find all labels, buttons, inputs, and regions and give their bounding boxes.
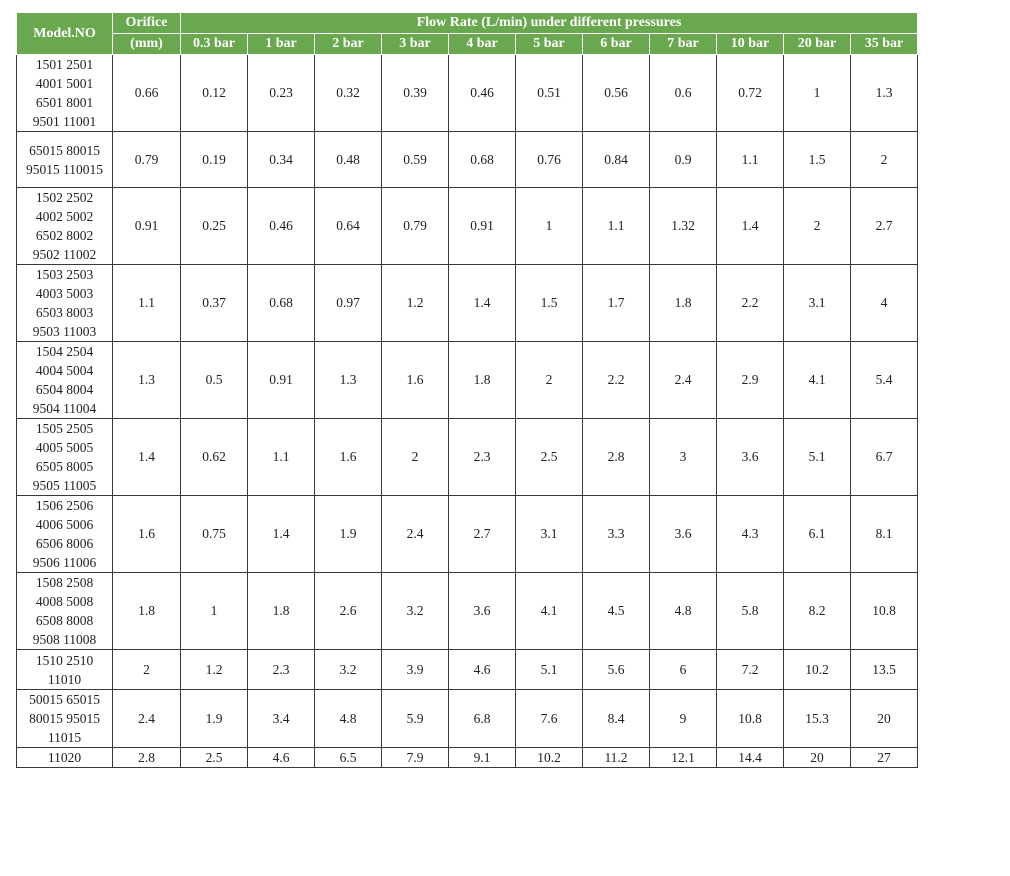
flow-value-cell: 1 — [784, 55, 851, 132]
flow-value-cell: 9.1 — [449, 748, 516, 768]
flow-value-cell: 14.4 — [717, 748, 784, 768]
model-number: 6505 8005 — [35, 459, 94, 474]
orifice-cell: 1.1 — [113, 265, 181, 342]
model-cell — [17, 748, 113, 768]
orifice-cell: 2.8 — [113, 748, 181, 768]
pressure-header: 0.3 bar — [181, 34, 248, 55]
flow-value-cell: 10.8 — [851, 573, 918, 650]
pressure-header: 6 bar — [583, 34, 650, 55]
model-number: 1502 2502 — [35, 190, 94, 205]
flow-value-cell: 2.7 — [449, 496, 516, 573]
model-cell — [17, 265, 113, 342]
flow-value-cell: 10.8 — [717, 690, 784, 748]
flow-value-cell: 1.1 — [248, 419, 315, 496]
flow-value-cell: 0.46 — [449, 55, 516, 132]
model-number: 9503 11003 — [32, 324, 97, 339]
flow-value-cell: 0.62 — [181, 419, 248, 496]
model-header: Model.NO — [17, 13, 113, 55]
flow-value-cell: 3.4 — [248, 690, 315, 748]
flow-value-cell: 3.1 — [784, 265, 851, 342]
orifice-cell: 1.6 — [113, 496, 181, 573]
flow-value-cell: 0.59 — [382, 132, 449, 188]
model-number: 11020 — [47, 750, 82, 765]
orifice-cell: 1.4 — [113, 419, 181, 496]
pressure-header: 20 bar — [784, 34, 851, 55]
table-row — [17, 496, 918, 573]
flow-value-cell: 3.2 — [315, 650, 382, 690]
flow-value-cell: 2 — [851, 132, 918, 188]
flow-value-cell: 1.3 — [851, 55, 918, 132]
flow-value-cell: 1.8 — [248, 573, 315, 650]
pressure-header: 4 bar — [449, 34, 516, 55]
flow-value-cell: 4.8 — [315, 690, 382, 748]
flow-value-cell: 4.8 — [650, 573, 717, 650]
flow-value-cell: 1.32 — [650, 188, 717, 265]
table-row — [17, 690, 918, 748]
flow-value-cell: 2.3 — [248, 650, 315, 690]
model-number: 9506 11006 — [32, 555, 97, 570]
flow-rate-table — [16, 12, 918, 768]
orifice-cell: 0.91 — [113, 188, 181, 265]
flow-value-cell: 2 — [784, 188, 851, 265]
flow-value-cell: 2.4 — [650, 342, 717, 419]
table-row — [17, 188, 918, 265]
flow-value-cell: 20 — [851, 690, 918, 748]
flow-value-cell: 11.2 — [583, 748, 650, 768]
model-cell — [17, 690, 113, 748]
model-cell — [17, 188, 113, 265]
flow-value-cell: 1.8 — [449, 342, 516, 419]
pressure-header: 5 bar — [516, 34, 583, 55]
flow-value-cell: 6.1 — [784, 496, 851, 573]
flow-value-cell: 1.9 — [315, 496, 382, 573]
model-number: 1506 2506 — [35, 498, 94, 513]
orifice-cell: 0.79 — [113, 132, 181, 188]
flow-value-cell: 0.32 — [315, 55, 382, 132]
flow-value-cell: 1.4 — [449, 265, 516, 342]
orifice-cell: 2 — [113, 650, 181, 690]
flow-value-cell: 0.19 — [181, 132, 248, 188]
orifice-cell: 2.4 — [113, 690, 181, 748]
model-cell — [17, 496, 113, 573]
flow-value-cell: 10.2 — [516, 748, 583, 768]
flow-value-cell: 1.3 — [315, 342, 382, 419]
flow-value-cell: 5.8 — [717, 573, 784, 650]
flow-value-cell: 5.9 — [382, 690, 449, 748]
flow-value-cell: 3.3 — [583, 496, 650, 573]
flow-value-cell: 3.6 — [717, 419, 784, 496]
flow-value-cell: 0.39 — [382, 55, 449, 132]
flow-rate-title: Flow Rate (L/min) under different pressures — [181, 13, 918, 34]
flow-value-cell: 0.72 — [717, 55, 784, 132]
model-number: 6504 8004 — [35, 382, 94, 397]
orifice-header-line1: Orifice — [113, 13, 181, 34]
flow-value-cell: 2.2 — [717, 265, 784, 342]
flow-value-cell: 1 — [516, 188, 583, 265]
flow-value-cell: 7.6 — [516, 690, 583, 748]
model-cell — [17, 573, 113, 650]
model-number: 6501 8001 — [35, 95, 94, 110]
model-number: 4001 5001 — [35, 76, 94, 91]
orifice-cell: 1.3 — [113, 342, 181, 419]
model-number: 9502 11002 — [32, 247, 97, 262]
flow-value-cell: 2 — [516, 342, 583, 419]
flow-value-cell: 0.76 — [516, 132, 583, 188]
flow-value-cell: 15.3 — [784, 690, 851, 748]
flow-value-cell: 2 — [382, 419, 449, 496]
flow-value-cell: 2.8 — [583, 419, 650, 496]
flow-value-cell: 1.1 — [583, 188, 650, 265]
model-number: 11010 — [47, 671, 82, 687]
model-number: 9505 11005 — [32, 478, 97, 493]
flow-value-cell: 1.4 — [248, 496, 315, 573]
flow-value-cell: 2.9 — [717, 342, 784, 419]
flow-value-cell: 2.5 — [181, 748, 248, 768]
flow-value-cell: 2.6 — [315, 573, 382, 650]
flow-value-cell: 1.6 — [315, 419, 382, 496]
flow-value-cell: 4.5 — [583, 573, 650, 650]
model-number: 6506 8006 — [35, 536, 94, 551]
flow-value-cell: 5.1 — [784, 419, 851, 496]
model-number: 9501 11001 — [32, 114, 97, 129]
flow-value-cell: 4.6 — [449, 650, 516, 690]
orifice-cell: 0.66 — [113, 55, 181, 132]
flow-value-cell: 1.7 — [583, 265, 650, 342]
flow-value-cell: 0.91 — [449, 188, 516, 265]
flow-value-cell: 0.84 — [583, 132, 650, 188]
model-number: 6503 8003 — [35, 305, 94, 320]
flow-value-cell: 1.2 — [181, 650, 248, 690]
flow-value-cell: 2.4 — [382, 496, 449, 573]
pressure-header: 35 bar — [851, 34, 918, 55]
flow-value-cell: 2.7 — [851, 188, 918, 265]
flow-value-cell: 27 — [851, 748, 918, 768]
flow-value-cell: 1.9 — [181, 690, 248, 748]
flow-value-cell: 8.4 — [583, 690, 650, 748]
flow-value-cell: 0.75 — [181, 496, 248, 573]
flow-value-cell: 2.2 — [583, 342, 650, 419]
flow-value-cell: 12.1 — [650, 748, 717, 768]
flow-value-cell: 6.8 — [449, 690, 516, 748]
flow-value-cell: 3.6 — [449, 573, 516, 650]
flow-value-cell: 4.1 — [516, 573, 583, 650]
model-number: 9504 11004 — [32, 401, 97, 416]
model-number: 9508 11008 — [32, 632, 97, 647]
flow-value-cell: 0.23 — [248, 55, 315, 132]
model-number: 1505 2505 — [35, 421, 94, 436]
model-number: 11015 — [47, 730, 82, 745]
flow-value-cell: 4.6 — [248, 748, 315, 768]
flow-value-cell: 0.56 — [583, 55, 650, 132]
model-number: 1504 2504 — [35, 344, 94, 359]
flow-value-cell: 4.3 — [717, 496, 784, 573]
table-row — [17, 55, 918, 132]
flow-value-cell: 1.6 — [382, 342, 449, 419]
model-number: 6502 8002 — [35, 228, 94, 243]
model-number: 1503 2503 — [35, 267, 94, 282]
flow-value-cell: 0.9 — [650, 132, 717, 188]
flow-value-cell: 0.5 — [181, 342, 248, 419]
model-number: 1501 2501 — [35, 57, 94, 72]
flow-value-cell: 7.9 — [382, 748, 449, 768]
flow-value-cell: 0.6 — [650, 55, 717, 132]
pressure-header: 3 bar — [382, 34, 449, 55]
model-number: 4008 5008 — [35, 594, 94, 609]
flow-value-cell: 1.5 — [784, 132, 851, 188]
flow-value-cell: 1.5 — [516, 265, 583, 342]
orifice-header-line2: (mm) — [113, 34, 181, 55]
flow-value-cell: 0.12 — [181, 55, 248, 132]
flow-value-cell: 0.48 — [315, 132, 382, 188]
table-row — [17, 650, 918, 690]
model-number: 95015 110015 — [25, 161, 104, 177]
flow-value-cell: 5.6 — [583, 650, 650, 690]
flow-value-cell: 0.46 — [248, 188, 315, 265]
model-number: 4002 5002 — [35, 209, 94, 224]
flow-value-cell: 8.2 — [784, 573, 851, 650]
flow-value-cell: 13.5 — [851, 650, 918, 690]
flow-value-cell: 8.1 — [851, 496, 918, 573]
table-row — [17, 132, 918, 188]
flow-value-cell: 2.3 — [449, 419, 516, 496]
pressure-header: 1 bar — [248, 34, 315, 55]
flow-value-cell: 6.5 — [315, 748, 382, 768]
flow-value-cell: 1 — [181, 573, 248, 650]
flow-value-cell: 1.1 — [717, 132, 784, 188]
flow-value-cell: 7.2 — [717, 650, 784, 690]
flow-value-cell: 0.79 — [382, 188, 449, 265]
flow-value-cell: 1.8 — [650, 265, 717, 342]
flow-value-cell: 1.2 — [382, 265, 449, 342]
flow-value-cell: 0.51 — [516, 55, 583, 132]
table-row — [17, 265, 918, 342]
model-number: 4004 5004 — [35, 363, 94, 378]
model-number: 4003 5003 — [35, 286, 94, 301]
flow-value-cell: 1.4 — [717, 188, 784, 265]
flow-value-cell: 4 — [851, 265, 918, 342]
pressure-header: 7 bar — [650, 34, 717, 55]
flow-value-cell: 3.6 — [650, 496, 717, 573]
flow-value-cell: 6 — [650, 650, 717, 690]
table-row — [17, 573, 918, 650]
flow-value-cell: 5.4 — [851, 342, 918, 419]
model-number: 4006 5006 — [35, 517, 94, 532]
flow-value-cell: 10.2 — [784, 650, 851, 690]
model-number: 65015 80015 — [29, 142, 100, 158]
flow-value-cell: 2.5 — [516, 419, 583, 496]
model-cell — [17, 55, 113, 132]
flow-value-cell: 0.68 — [248, 265, 315, 342]
orifice-cell: 1.8 — [113, 573, 181, 650]
model-number: 6508 8008 — [35, 613, 94, 628]
table-row — [17, 748, 918, 768]
header-row-pressures — [17, 34, 918, 55]
flow-value-cell: 0.68 — [449, 132, 516, 188]
model-number: 1510 2510 — [35, 652, 94, 668]
model-number: 4005 5005 — [35, 440, 94, 455]
flow-value-cell: 20 — [784, 748, 851, 768]
flow-value-cell: 3.9 — [382, 650, 449, 690]
model-number: 50015 65015 — [29, 692, 100, 707]
model-cell — [17, 342, 113, 419]
table-row — [17, 419, 918, 496]
flow-value-cell: 0.34 — [248, 132, 315, 188]
flow-value-cell: 3.2 — [382, 573, 449, 650]
flow-value-cell: 0.37 — [181, 265, 248, 342]
flow-value-cell: 0.25 — [181, 188, 248, 265]
flow-value-cell: 3.1 — [516, 496, 583, 573]
table-row — [17, 342, 918, 419]
header-row-top — [17, 13, 918, 34]
flow-value-cell: 4.1 — [784, 342, 851, 419]
model-number: 80015 95015 — [29, 711, 100, 726]
flow-value-cell: 6.7 — [851, 419, 918, 496]
pressure-header: 2 bar — [315, 34, 382, 55]
table-body — [17, 55, 918, 768]
model-cell — [17, 650, 113, 690]
model-number: 1508 2508 — [35, 575, 94, 590]
flow-value-cell: 0.91 — [248, 342, 315, 419]
flow-value-cell: 0.64 — [315, 188, 382, 265]
flow-value-cell: 3 — [650, 419, 717, 496]
pressure-header: 10 bar — [717, 34, 784, 55]
model-cell — [17, 132, 113, 188]
flow-value-cell: 9 — [650, 690, 717, 748]
flow-value-cell: 5.1 — [516, 650, 583, 690]
model-cell — [17, 419, 113, 496]
flow-value-cell: 0.97 — [315, 265, 382, 342]
